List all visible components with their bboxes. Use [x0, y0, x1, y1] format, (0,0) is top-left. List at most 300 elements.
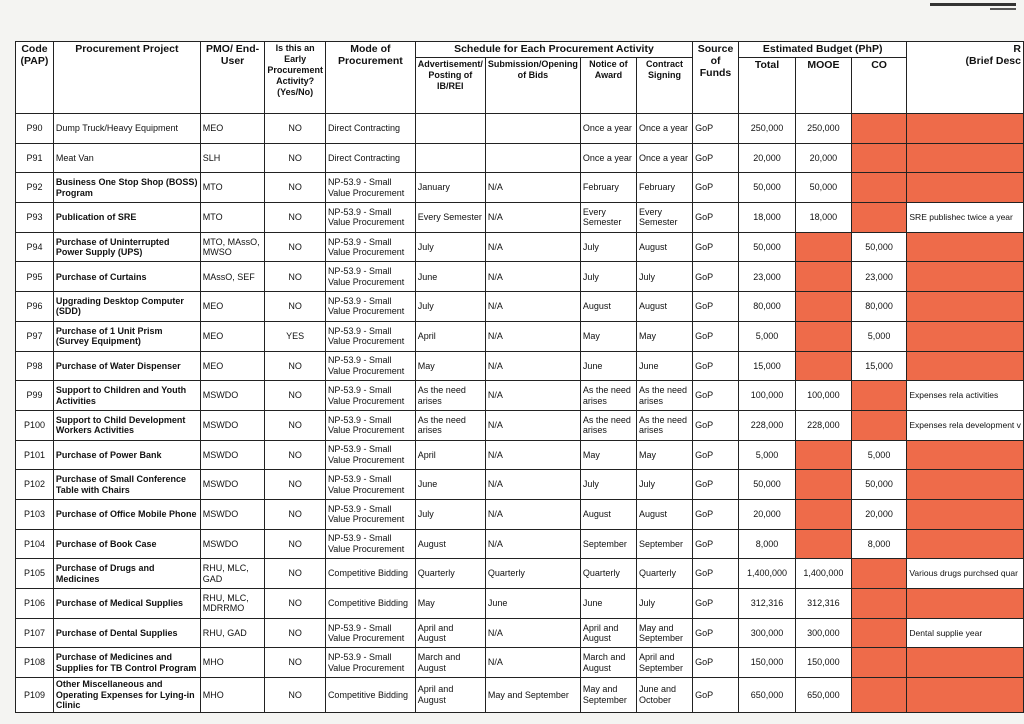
cell-mode: NP-53.9 - Small Value Procurement [325, 499, 415, 529]
cell-code: P104 [16, 529, 54, 559]
cell-remarks [907, 470, 1024, 500]
cell-code: P108 [16, 648, 54, 678]
header-mooe: MOOE [796, 58, 852, 114]
cell-source: GoP [693, 499, 739, 529]
cell-mooe: 100,000 [796, 381, 852, 411]
cell-total: 50,000 [738, 232, 795, 262]
cell-submission: Quarterly [485, 559, 580, 589]
cell-source: GoP [693, 232, 739, 262]
cell-early: NO [265, 381, 326, 411]
cell-total: 18,000 [738, 203, 795, 233]
cell-total: 650,000 [738, 678, 795, 713]
cell-mooe: 50,000 [796, 173, 852, 203]
cell-co [851, 203, 907, 233]
cell-co [851, 114, 907, 144]
cell-advertisement: January [415, 173, 485, 203]
cell-submission: N/A [485, 262, 580, 292]
header-code: Code (PAP) [16, 42, 54, 114]
cell-total: 5,000 [738, 321, 795, 351]
cell-project: Other Miscellaneous and Operating Expenses for Lying-in Clinic [53, 678, 200, 713]
table-row [16, 529, 1024, 559]
cell-project: Purchase of Small Conference Table with Chairs [53, 470, 200, 500]
cell-pmo: MHO [200, 678, 265, 713]
cell-total: 20,000 [738, 499, 795, 529]
header-co: CO [851, 58, 907, 114]
cell-submission: N/A [485, 321, 580, 351]
cell-mooe: 18,000 [796, 203, 852, 233]
cell-mode: Competitive Bidding [325, 559, 415, 589]
cell-mooe [796, 470, 852, 500]
cell-mode: NP-53.9 - Small Value Procurement [325, 262, 415, 292]
cell-remarks [907, 114, 1024, 144]
cell-submission: N/A [485, 618, 580, 648]
cell-source: GoP [693, 589, 739, 619]
cell-mooe: 300,000 [796, 618, 852, 648]
cell-pmo: MEO [200, 292, 265, 322]
cell-code: P107 [16, 618, 54, 648]
cell-remarks: Various drugs purchsed quar [907, 559, 1024, 589]
cell-project: Support to Children and Youth Activities [53, 381, 200, 411]
cell-early: NO [265, 499, 326, 529]
cell-total: 100,000 [738, 381, 795, 411]
cell-pmo: MTO [200, 173, 265, 203]
cell-total: 312,316 [738, 589, 795, 619]
cell-code: P100 [16, 410, 54, 440]
cell-advertisement: April [415, 440, 485, 470]
cell-source: GoP [693, 618, 739, 648]
cell-remarks [907, 678, 1024, 713]
cell-notice: September [580, 529, 636, 559]
cell-notice: June [580, 351, 636, 381]
cell-early: NO [265, 648, 326, 678]
cell-mode: Competitive Bidding [325, 589, 415, 619]
cell-advertisement: March and August [415, 648, 485, 678]
cell-mode: NP-53.9 - Small Value Procurement [325, 321, 415, 351]
header-contract-signing: Contract Signing [636, 58, 692, 114]
cell-code: P106 [16, 589, 54, 619]
cell-contract: August [636, 292, 692, 322]
cell-notice: As the need arises [580, 381, 636, 411]
header-early-procurement: Is this an Early Procurement Activity? (Yes/No) [265, 42, 326, 114]
table-row [16, 440, 1024, 470]
cell-pmo: MEO [200, 114, 265, 144]
cell-notice: August [580, 292, 636, 322]
cell-submission: N/A [485, 470, 580, 500]
cell-submission: June [485, 589, 580, 619]
cell-total: 50,000 [738, 470, 795, 500]
cell-pmo: MHO [200, 648, 265, 678]
cell-mode: NP-53.9 - Small Value Procurement [325, 292, 415, 322]
cell-remarks: Expenses rela activities [907, 381, 1024, 411]
cell-mode: NP-53.9 - Small Value Procurement [325, 351, 415, 381]
cell-code: P91 [16, 143, 54, 173]
header-remarks [907, 42, 1024, 114]
cell-contract: September [636, 529, 692, 559]
cell-remarks [907, 321, 1024, 351]
cell-contract: June and October [636, 678, 692, 713]
cell-pmo: MSWDO [200, 529, 265, 559]
header-pmo: PMO/ End-User [200, 42, 265, 114]
cell-code: P109 [16, 678, 54, 713]
table-row [16, 618, 1024, 648]
cell-project: Upgrading Desktop Computer (SDD) [53, 292, 200, 322]
cell-advertisement: June [415, 262, 485, 292]
cell-contract: As the need arises [636, 410, 692, 440]
cell-mooe [796, 529, 852, 559]
cell-mode: Direct Contracting [325, 143, 415, 173]
table-body [16, 114, 1024, 713]
cell-advertisement: As the need arises [415, 410, 485, 440]
cell-pmo: MSWDO [200, 499, 265, 529]
cell-mode: Competitive Bidding [325, 678, 415, 713]
header-project: Procurement Project [53, 42, 200, 114]
cell-submission [485, 114, 580, 144]
cell-contract: Every Semester [636, 203, 692, 233]
cell-code: P101 [16, 440, 54, 470]
cell-submission: N/A [485, 351, 580, 381]
cell-advertisement: As the need arises [415, 381, 485, 411]
cell-source: GoP [693, 262, 739, 292]
header-source: Source of Funds [693, 42, 739, 114]
cell-co [851, 559, 907, 589]
cell-co: 5,000 [851, 440, 907, 470]
cell-mooe: 650,000 [796, 678, 852, 713]
cell-pmo: SLH [200, 143, 265, 173]
cell-advertisement [415, 114, 485, 144]
cell-notice: July [580, 262, 636, 292]
cell-pmo: RHU, MLC, MDRRMO [200, 589, 265, 619]
header-notice-of-award: Notice of Award [580, 58, 636, 114]
cell-contract: Once a year [636, 143, 692, 173]
cell-notice: July [580, 232, 636, 262]
cell-remarks [907, 351, 1024, 381]
cell-mooe [796, 232, 852, 262]
cell-pmo: MSWDO [200, 470, 265, 500]
cell-total: 1,400,000 [738, 559, 795, 589]
cell-source: GoP [693, 321, 739, 351]
cell-submission: N/A [485, 203, 580, 233]
cell-notice: Once a year [580, 114, 636, 144]
cell-remarks [907, 262, 1024, 292]
cell-code: P90 [16, 114, 54, 144]
cell-code: P94 [16, 232, 54, 262]
cell-project: Purchase of Drugs and Medicines [53, 559, 200, 589]
cell-early: NO [265, 529, 326, 559]
cell-remarks: SRE publishec twice a year [907, 203, 1024, 233]
cell-project: Purchase of Uninterrupted Power Supply (UPS) [53, 232, 200, 262]
cell-remarks [907, 440, 1024, 470]
cell-early: NO [265, 440, 326, 470]
cell-total: 23,000 [738, 262, 795, 292]
cell-project: Dump Truck/Heavy Equipment [53, 114, 200, 144]
header-advertisement: Advertisement/ Posting of IB/REI [415, 58, 485, 114]
cell-contract: As the need arises [636, 381, 692, 411]
cell-project: Purchase of Water Dispenser [53, 351, 200, 381]
cell-mode: NP-53.9 - Small Value Procurement [325, 381, 415, 411]
cell-source: GoP [693, 440, 739, 470]
cell-mooe [796, 292, 852, 322]
cell-submission: N/A [485, 292, 580, 322]
table-row [16, 589, 1024, 619]
cell-co [851, 143, 907, 173]
cell-code: P93 [16, 203, 54, 233]
cell-mooe: 250,000 [796, 114, 852, 144]
cell-remarks [907, 499, 1024, 529]
cell-early: NO [265, 589, 326, 619]
cell-remarks [907, 232, 1024, 262]
cell-early: YES [265, 321, 326, 351]
cell-submission: N/A [485, 173, 580, 203]
cell-co [851, 648, 907, 678]
cell-submission: May and September [485, 678, 580, 713]
cell-project: Purchase of 1 Unit Prism (Survey Equipment) [53, 321, 200, 351]
table-row [16, 232, 1024, 262]
cell-co [851, 678, 907, 713]
table-row [16, 381, 1024, 411]
cell-total: 80,000 [738, 292, 795, 322]
cell-co: 23,000 [851, 262, 907, 292]
cell-notice: July [580, 470, 636, 500]
table-row [16, 292, 1024, 322]
cell-advertisement: Every Semester [415, 203, 485, 233]
cell-notice: May [580, 440, 636, 470]
cell-co: 15,000 [851, 351, 907, 381]
cell-notice: August [580, 499, 636, 529]
cell-submission: N/A [485, 381, 580, 411]
cell-co: 5,000 [851, 321, 907, 351]
scan-artifact [990, 8, 1016, 10]
cell-early: NO [265, 292, 326, 322]
table-row [16, 499, 1024, 529]
cell-contract: May [636, 321, 692, 351]
cell-co [851, 618, 907, 648]
cell-early: NO [265, 232, 326, 262]
table-row [16, 203, 1024, 233]
cell-mooe [796, 321, 852, 351]
cell-total: 300,000 [738, 618, 795, 648]
header-budget: Estimated Budget (PhP) [738, 42, 906, 58]
table-row [16, 351, 1024, 381]
cell-pmo: MSWDO [200, 381, 265, 411]
cell-pmo: MTO [200, 203, 265, 233]
header-remarks-top: R [1013, 43, 1021, 55]
cell-code: P96 [16, 292, 54, 322]
cell-project: Purchase of Book Case [53, 529, 200, 559]
cell-mode: Direct Contracting [325, 114, 415, 144]
cell-co: 20,000 [851, 499, 907, 529]
cell-mode: NP-53.9 - Small Value Procurement [325, 410, 415, 440]
table-row [16, 559, 1024, 589]
cell-project: Support to Child Development Workers Activities [53, 410, 200, 440]
cell-contract: July [636, 262, 692, 292]
cell-source: GoP [693, 292, 739, 322]
cell-submission [485, 143, 580, 173]
cell-advertisement: May [415, 351, 485, 381]
cell-source: GoP [693, 173, 739, 203]
cell-project: Purchase of Dental Supplies [53, 618, 200, 648]
cell-mode: NP-53.9 - Small Value Procurement [325, 203, 415, 233]
cell-early: NO [265, 470, 326, 500]
table-row [16, 114, 1024, 144]
cell-co: 8,000 [851, 529, 907, 559]
cell-source: GoP [693, 143, 739, 173]
cell-pmo: MAssO, SEF [200, 262, 265, 292]
cell-early: NO [265, 203, 326, 233]
cell-source: GoP [693, 470, 739, 500]
cell-mooe [796, 440, 852, 470]
cell-notice: March and August [580, 648, 636, 678]
cell-project: Purchase of Curtains [53, 262, 200, 292]
cell-remarks [907, 589, 1024, 619]
cell-project: Meat Van [53, 143, 200, 173]
cell-early: NO [265, 351, 326, 381]
cell-project: Publication of SRE [53, 203, 200, 233]
cell-code: P92 [16, 173, 54, 203]
cell-pmo: RHU, MLC, GAD [200, 559, 265, 589]
header-submission: Submission/Opening of Bids [485, 58, 580, 114]
cell-code: P97 [16, 321, 54, 351]
cell-submission: N/A [485, 529, 580, 559]
cell-early: NO [265, 114, 326, 144]
cell-co [851, 410, 907, 440]
cell-mode: NP-53.9 - Small Value Procurement [325, 648, 415, 678]
cell-project: Purchase of Power Bank [53, 440, 200, 470]
cell-pmo: MSWDO [200, 410, 265, 440]
cell-advertisement: July [415, 292, 485, 322]
cell-mooe [796, 499, 852, 529]
procurement-plan-table [15, 41, 1024, 713]
cell-early: NO [265, 678, 326, 713]
cell-source: GoP [693, 203, 739, 233]
cell-source: GoP [693, 381, 739, 411]
cell-pmo: RHU, GAD [200, 618, 265, 648]
cell-remarks: Expenses rela development v [907, 410, 1024, 440]
table-row [16, 648, 1024, 678]
cell-advertisement [415, 143, 485, 173]
cell-submission: N/A [485, 232, 580, 262]
cell-remarks: Dental supplie year [907, 618, 1024, 648]
cell-early: NO [265, 262, 326, 292]
cell-early: NO [265, 173, 326, 203]
cell-notice: Quarterly [580, 559, 636, 589]
cell-notice: As the need arises [580, 410, 636, 440]
header-remarks-desc: (Brief Desc [965, 55, 1021, 67]
cell-co [851, 173, 907, 203]
cell-mooe: 312,316 [796, 589, 852, 619]
cell-early: NO [265, 618, 326, 648]
cell-source: GoP [693, 410, 739, 440]
cell-contract: August [636, 232, 692, 262]
cell-pmo: MEO [200, 351, 265, 381]
cell-code: P98 [16, 351, 54, 381]
cell-source: GoP [693, 559, 739, 589]
cell-notice: May and September [580, 678, 636, 713]
cell-contract: May and September [636, 618, 692, 648]
cell-advertisement: June [415, 470, 485, 500]
cell-submission: N/A [485, 499, 580, 529]
cell-source: GoP [693, 678, 739, 713]
cell-mode: NP-53.9 - Small Value Procurement [325, 232, 415, 262]
table-row [16, 262, 1024, 292]
cell-code: P99 [16, 381, 54, 411]
cell-advertisement: July [415, 232, 485, 262]
cell-pmo: MTO, MAssO, MWSO [200, 232, 265, 262]
cell-total: 250,000 [738, 114, 795, 144]
table-row [16, 173, 1024, 203]
cell-advertisement: July [415, 499, 485, 529]
cell-remarks [907, 143, 1024, 173]
cell-submission: N/A [485, 440, 580, 470]
cell-total: 150,000 [738, 648, 795, 678]
cell-remarks [907, 173, 1024, 203]
cell-code: P103 [16, 499, 54, 529]
cell-advertisement: April and August [415, 678, 485, 713]
cell-remarks [907, 529, 1024, 559]
cell-notice: April and August [580, 618, 636, 648]
scan-artifact [930, 3, 1016, 6]
cell-mode: NP-53.9 - Small Value Procurement [325, 618, 415, 648]
cell-co [851, 381, 907, 411]
cell-contract: April and September [636, 648, 692, 678]
cell-contract: August [636, 499, 692, 529]
cell-source: GoP [693, 351, 739, 381]
cell-code: P95 [16, 262, 54, 292]
cell-total: 8,000 [738, 529, 795, 559]
cell-co [851, 589, 907, 619]
cell-mode: NP-53.9 - Small Value Procurement [325, 529, 415, 559]
cell-project: Purchase of Medicines and Supplies for TB Control Program [53, 648, 200, 678]
header-mode: Mode of Procurement [325, 42, 415, 114]
cell-co: 80,000 [851, 292, 907, 322]
cell-advertisement: Quarterly [415, 559, 485, 589]
cell-notice: May [580, 321, 636, 351]
cell-mode: NP-53.9 - Small Value Procurement [325, 470, 415, 500]
cell-source: GoP [693, 529, 739, 559]
cell-notice: June [580, 589, 636, 619]
header-schedule: Schedule for Each Procurement Activity [415, 42, 692, 58]
cell-advertisement: April and August [415, 618, 485, 648]
cell-mode: NP-53.9 - Small Value Procurement [325, 440, 415, 470]
cell-total: 5,000 [738, 440, 795, 470]
cell-notice: Every Semester [580, 203, 636, 233]
cell-contract: Quarterly [636, 559, 692, 589]
cell-early: NO [265, 143, 326, 173]
cell-project: Purchase of Office Mobile Phone [53, 499, 200, 529]
cell-mooe: 20,000 [796, 143, 852, 173]
cell-advertisement: April [415, 321, 485, 351]
cell-contract: Once a year [636, 114, 692, 144]
cell-remarks [907, 648, 1024, 678]
cell-total: 228,000 [738, 410, 795, 440]
cell-pmo: MEO [200, 321, 265, 351]
table-row [16, 470, 1024, 500]
cell-early: NO [265, 559, 326, 589]
cell-project: Business One Stop Shop (BOSS) Program [53, 173, 200, 203]
cell-remarks [907, 292, 1024, 322]
cell-contract: July [636, 470, 692, 500]
cell-total: 20,000 [738, 143, 795, 173]
cell-notice: February [580, 173, 636, 203]
cell-mooe [796, 262, 852, 292]
cell-mooe [796, 351, 852, 381]
cell-contract: June [636, 351, 692, 381]
cell-mode: NP-53.9 - Small Value Procurement [325, 173, 415, 203]
cell-notice: Once a year [580, 143, 636, 173]
cell-pmo: MSWDO [200, 440, 265, 470]
cell-total: 50,000 [738, 173, 795, 203]
table-row [16, 321, 1024, 351]
table-row [16, 410, 1024, 440]
